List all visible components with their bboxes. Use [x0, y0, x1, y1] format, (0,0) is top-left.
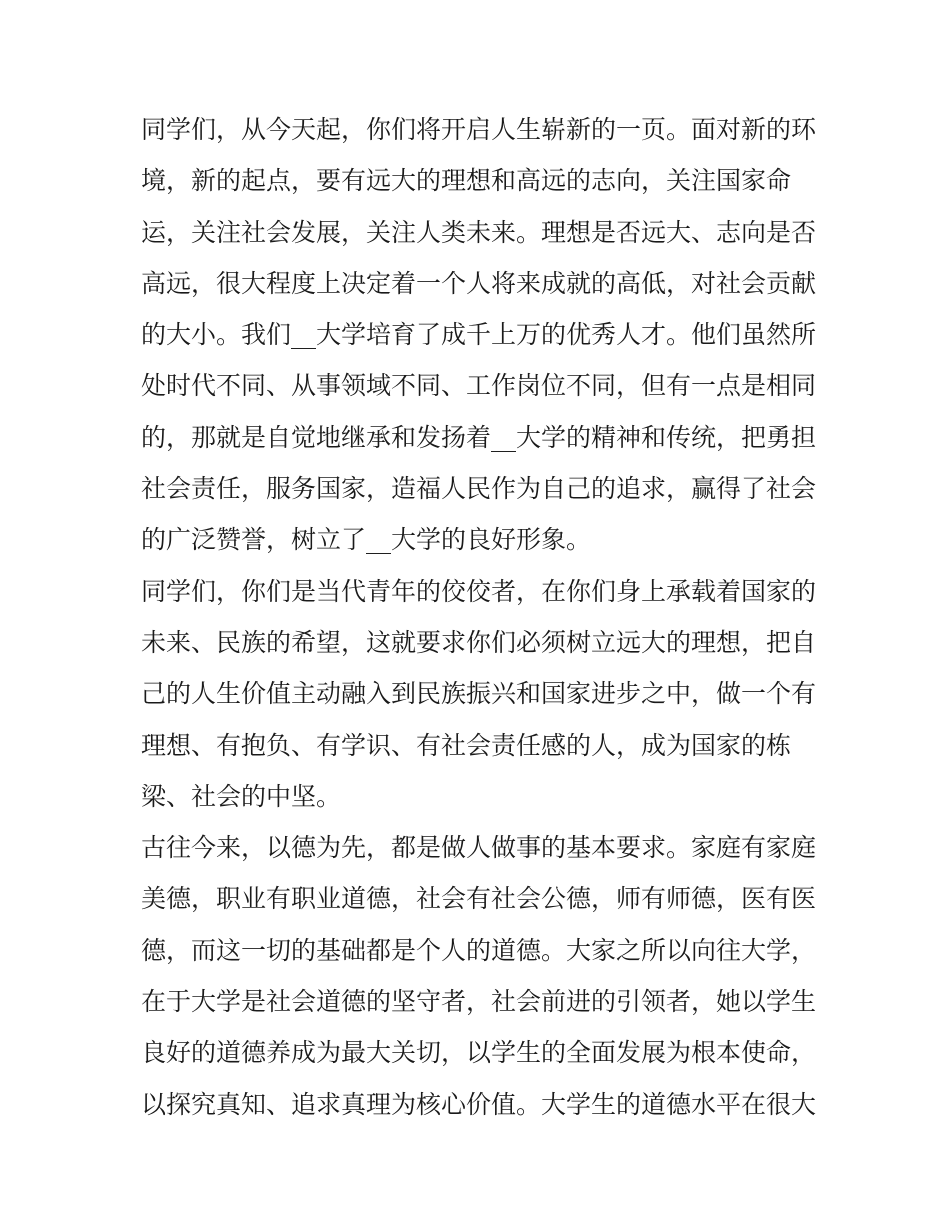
text-line: 古往今来，以德为先，都是做人做事的基本要求。家庭有家庭 [141, 833, 817, 863]
text-line: 德，而这一切的基础都是个人的道德。大家之所以向往大学， [141, 935, 817, 965]
text-line: 处时代不同、从事领域不同、工作岗位不同，但有一点是相同 [141, 371, 817, 401]
text-line: 的大小。我们__大学培育了成千上万的优秀人才。他们虽然所 [141, 320, 817, 350]
body-text [141, 104, 821, 1130]
text-line: 在于大学是社会道德的坚守者，社会前进的引领者，她以学生 [141, 987, 817, 1017]
text-line: 高远，很大程度上决定着一个人将来成就的高低，对社会贡献 [141, 268, 817, 298]
text-line: 社会责任，服务国家，造福人民作为自己的追求，赢得了社会 [141, 474, 817, 504]
text-line: 境，新的起点，要有远大的理想和高远的志向，关注国家命 [141, 166, 792, 196]
text-line: 以探究真知、追求真理为核心价值。大学生的道德水平在很大 [141, 1089, 817, 1119]
text-line: 理想、有抱负、有学识、有社会责任感的人，成为国家的栋 [141, 730, 792, 760]
text-line: 的，那就是自觉地继承和发扬着__大学的精神和传统，把勇担 [141, 422, 817, 452]
text-line: 梁、社会的中坚。 [141, 781, 342, 811]
text-line: 美德，职业有职业道德，社会有社会公德，师有师德，医有医 [141, 884, 817, 914]
text-line: 运，关注社会发展，关注人类未来。理想是否远大、志向是否 [141, 217, 817, 247]
text-line: 未来、民族的希望，这就要求你们必须树立远大的理想，把自 [141, 627, 817, 657]
text-line: 同学们，你们是当代青年的佼佼者，在你们身上承载着国家的 [141, 576, 817, 606]
text-line: 同学们，从今天起，你们将开启人生崭新的一页。面对新的环 [141, 115, 817, 144]
text-line: 己的人生价值主动融入到民族振兴和国家进步之中，做一个有 [141, 679, 817, 709]
text-line: 良好的道德养成为最大关切，以学生的全面发展为根本使命， [141, 1038, 817, 1068]
text-line: 的广泛赞誉，树立了__大学的良好形象。 [141, 525, 592, 555]
